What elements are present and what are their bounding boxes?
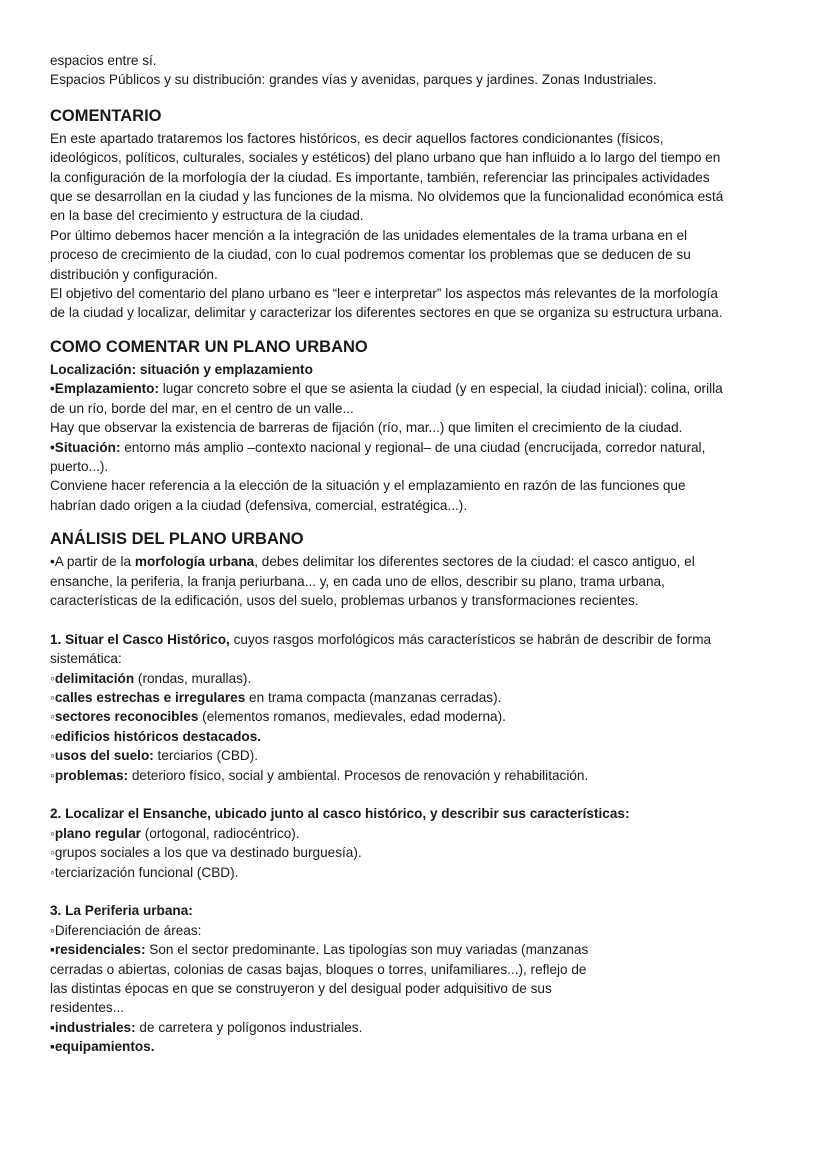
industriales-text: de carretera y polígonos industriales. (135, 1019, 363, 1035)
casco-line-2: sistemática: (50, 651, 122, 667)
comentario-line: en la base del crecimiento y estructura de la ciudad. (50, 208, 364, 224)
casco-item-label: ◦calles estrechas e irregulares (50, 689, 246, 705)
casco-item (50, 766, 780, 785)
ensanche-item-text: (ortogonal, radiocéntrico). (140, 825, 300, 841)
casco-item-label: ◦delimitación (50, 670, 135, 686)
analisis-line-2: ensanche, la periferia, la franja periurbana... y, en cada uno de ellos, describir su plano, trama urbana, (50, 573, 665, 589)
analisis-post: , debes delimitar los diferentes sectores de la ciudad: el casco antiguo, el (254, 554, 695, 570)
equipamientos-label: ▪equipamientos. (50, 1039, 155, 1055)
situacion-line-2: puerto...). (50, 458, 109, 474)
casco-item-label: ◦problemas: (50, 767, 129, 783)
analisis-line-3: características de la edificación, usos del suelo, problemas urbanos y transformaciones recientes. (50, 592, 639, 608)
comentario-line: ideológicos, políticos, culturales, sociales y estéticos) del plano urbano que han influido a lo largo del tiempo en (50, 150, 721, 166)
periferia-diferenciacion: ◦Diferenciación de áreas: (50, 922, 202, 938)
analisis-bold: morfología urbana (134, 554, 255, 570)
casco-item-label: ◦edificios históricos destacados. (50, 728, 262, 744)
heading-analisis: ANÁLISIS DEL PLANO URBANO (50, 530, 304, 549)
analisis-pre: •A partir de la (50, 554, 135, 570)
residenciales-line-1 (50, 940, 780, 959)
ensanche-item (50, 824, 780, 843)
comentario-line: que se desarrollan en la ciudad y las funciones de la misma. No olvidemos que la funcionalidad económica está (50, 189, 724, 205)
document-page (50, 51, 780, 1057)
casco-text: cuyos rasgos morfológicos más característicos se habrán de describir de forma (229, 631, 712, 647)
emplazamiento-label: •Emplazamiento: (50, 381, 159, 397)
heading-comentario: COMENTARIO (50, 106, 162, 125)
casco-label: 1. Situar el Casco Histórico, (50, 631, 230, 647)
casco-line-1 (50, 630, 780, 649)
comentario-line: proceso de crecimiento de la ciudad, con lo cual podremos comentar los problemas que se deducen de su (50, 247, 691, 263)
situacion-line-1 (50, 438, 780, 457)
ensanche-item-label: ◦plano regular (50, 825, 141, 841)
industriales-label: ▪industriales: (50, 1019, 136, 1035)
casco-item-text: terciarios (CBD). (153, 748, 259, 764)
periferia-label: 3. La Periferia urbana: (50, 903, 193, 919)
ensanche-label: 2. Localizar el Ensanche, ubicado junto al casco histórico, y describir sus características: (50, 806, 630, 822)
residenciales-line-2: cerradas o abiertas, colonias de casas bajas, bloques o torres, unifamiliares...), reflejo de (50, 961, 587, 977)
comentario-line: distribución y configuración. (50, 266, 218, 282)
comentario-line: de la ciudad y localizar, delimitar y caracterizar los diferentes sectores en que se organiza su estructura urbana. (50, 305, 723, 321)
periferia-heading (50, 901, 780, 920)
residenciales-line-4: residentes... (50, 1000, 125, 1016)
spacer (50, 785, 780, 804)
casco-item (50, 746, 780, 765)
spacer (50, 882, 780, 901)
casco-item (50, 669, 780, 688)
intro-line-1: espacios entre sí. (50, 53, 157, 68)
casco-item-text: (elementos romanos, medievales, edad moderna). (198, 709, 506, 725)
emplazamiento-text: lugar concreto sobre el que se asienta la ciudad (y en especial, la ciudad inicial): colina, orilla (159, 381, 723, 397)
situacion-label: •Situación: (50, 439, 121, 455)
emplazamiento-line-2: de un río, borde del mar, en el centro de un valle... (50, 400, 354, 416)
intro-line-2: Espacios Públicos y su distribución: grandes vías y avenidas, parques y jardines. Zonas Industriales. (50, 72, 657, 88)
barreras-line: Hay que observar la existencia de barreras de fijación (río, mar...) que limiten el crecimiento de la ciudad. (50, 420, 683, 436)
ensanche-item: ◦terciarización funcional (CBD). (50, 864, 239, 880)
conviene-line-2: habrían dado origen a la ciudad (defensiva, comercial, estratégica...). (50, 497, 468, 513)
comentario-line: la configuración de la morfología der la ciudad. Es importante, también, referenciar las principales actividades (50, 169, 710, 185)
residenciales-label: ▪residenciales: (50, 942, 146, 958)
emplazamiento-line-1 (50, 379, 780, 398)
spacer (50, 610, 780, 629)
equipamientos-line (50, 1037, 780, 1056)
comentario-body (50, 129, 780, 323)
ensanche-heading (50, 804, 780, 823)
situacion-text: entorno más amplio –contexto nacional y regional– de una ciudad (encrucijada, corredor natural, (120, 439, 706, 455)
casco-item-text: en trama compacta (manzanas cerradas). (245, 689, 502, 705)
subheading-localizacion (50, 360, 780, 379)
comentario-line: El objetivo del comentario del plano urbano es “leer e interpretar” los aspectos más relevantes de la morfología (50, 286, 718, 302)
casco-item (50, 727, 780, 746)
casco-item-label: ◦sectores reconocibles (50, 709, 199, 725)
conviene-line-1: Conviene hacer referencia a la elección de la situación y el emplazamiento en razón de las funciones que (50, 478, 686, 494)
residenciales-line-3: las distintas épocas en que se construyeron y del desigual poder adquisitivo de sus (50, 981, 552, 997)
analisis-line-1 (50, 552, 780, 571)
comentario-line: Por último debemos hacer mención a la integración de las unidades elementales de la trama urbana en el (50, 227, 688, 243)
ensanche-item: ◦grupos sociales a los que va destinado burguesía). (50, 845, 362, 861)
residenciales-text: Son el sector predominante. Las tipologías son muy variadas (manzanas (145, 942, 589, 958)
subheading-text: Localización: situación y emplazamiento (50, 361, 313, 377)
casco-item-text: deterioro físico, social y ambiental. Procesos de renovación y rehabilitación. (128, 767, 589, 783)
heading-como-comentar: COMO COMENTAR UN PLANO URBANO (50, 337, 368, 356)
casco-item (50, 707, 780, 726)
casco-item-label: ◦usos del suelo: (50, 748, 154, 764)
industriales-line (50, 1018, 780, 1037)
casco-item (50, 688, 780, 707)
casco-item-text: (rondas, murallas). (134, 670, 252, 686)
comentario-line: En este apartado trataremos los factores históricos, es decir aquellos factores condicionantes (físicos, (50, 130, 664, 146)
